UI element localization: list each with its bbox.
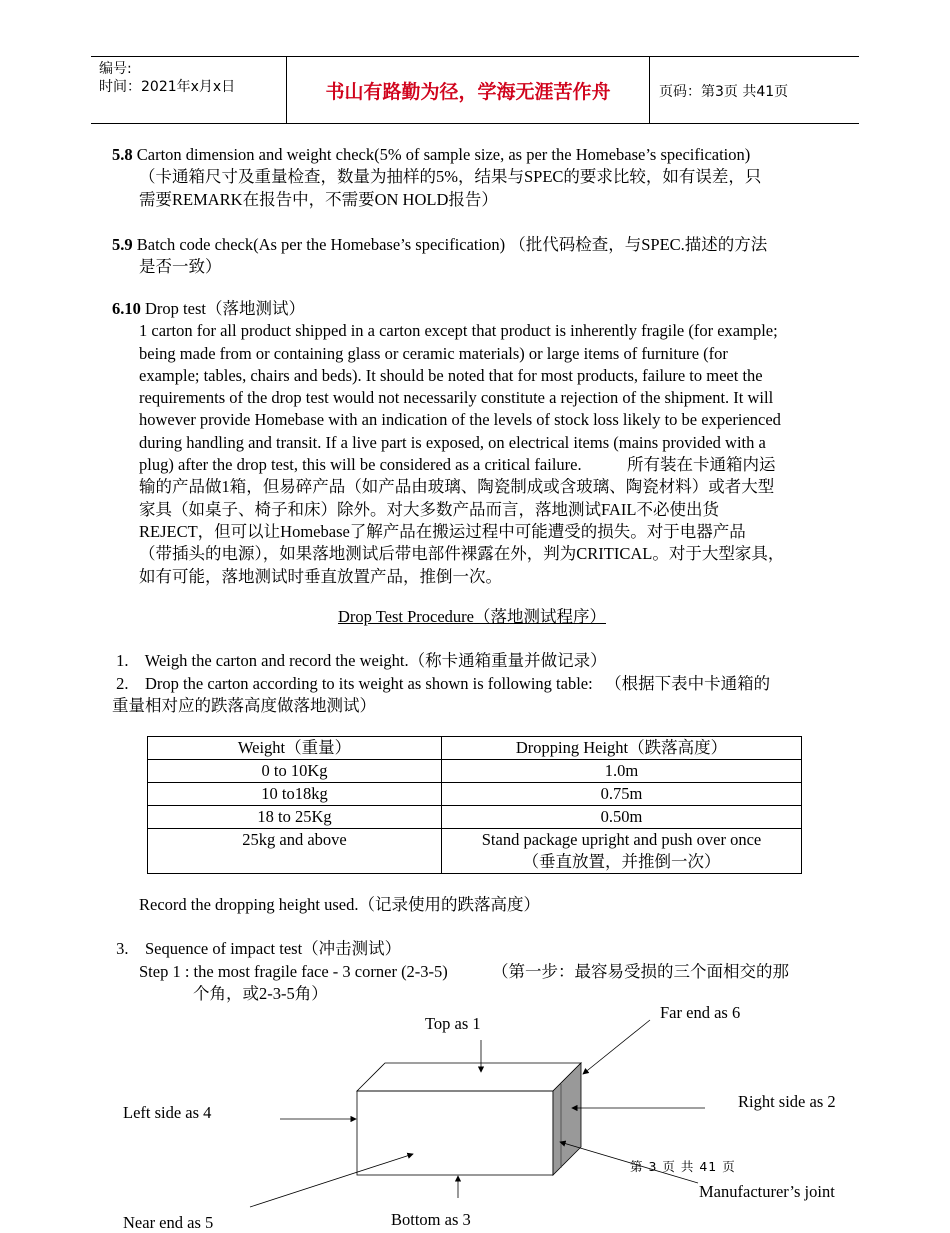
section-text: Carton dimension and weight check(5% of sample size, as per the Homebase’s specification) bbox=[136, 145, 751, 164]
number-label: 编号: bbox=[99, 61, 132, 77]
step-3-cn: （第一步：最容易受损的三个面相交的那 bbox=[492, 962, 790, 981]
body-line: 1 carton for all product shipped in a carton except that product is inherently fragile (for example; bbox=[139, 321, 778, 341]
label-right: Right side as 2 bbox=[738, 1092, 836, 1111]
table-cell-line: Stand package upright and push over once bbox=[481, 830, 762, 849]
label-left: Left side as 4 bbox=[123, 1103, 212, 1122]
section-text: Batch code check(As per the Homebase’s specification) （批代码检查，与SPEC.描述的方法 bbox=[136, 235, 768, 254]
body-line: REJECT，但可以让Homebase了解产品在搬运过程中可能遭受的损失。对于电器产品 bbox=[139, 521, 746, 541]
box-top-face bbox=[357, 1063, 581, 1091]
table-cell: 0 to 10Kg bbox=[148, 760, 442, 783]
body-line: during handling and transit. If a live part is exposed, on electrical items (mains provided with a bbox=[139, 432, 766, 452]
body-line: （带插头的电源），如果落地测试后带电部件裸露在外，判为CRITICAL。对于大型家具， bbox=[139, 544, 785, 564]
header-motto: 书山有路勤为径，学海无涯苦作舟 bbox=[325, 81, 611, 103]
procedure-title: Drop Test Procedure（落地测试程序） bbox=[337, 607, 606, 626]
procedure-step-2: 2. Drop the carton according to its weight as shown is following table: （根据下表中卡通箱的 bbox=[112, 674, 771, 693]
step-3-cn-cont: 个角，或2-3-5角） bbox=[193, 984, 328, 1003]
table-cell: 18 to 25Kg bbox=[148, 806, 442, 829]
section-number: 6.10 bbox=[112, 299, 141, 318]
table-cell: 0.75m bbox=[442, 783, 802, 806]
step-3-en: Step 1 : the most fragile face - 3 corner (2-3-5) bbox=[139, 962, 448, 981]
record-note: Record the dropping height used.（记录使用的跌落高度） bbox=[139, 895, 540, 914]
arrow-far-end bbox=[583, 1020, 650, 1074]
time-label: 时间：2021年x月x日 bbox=[99, 79, 236, 95]
body-line: 如有可能，落地测试时垂直放置产品，推倒一次。 bbox=[139, 566, 502, 586]
body-line: requirements of the drop test would not necessarily constitute a rejection of the shipment. It will bbox=[139, 388, 774, 408]
label-near-end: Near end as 5 bbox=[123, 1213, 214, 1232]
section-number: 5.8 bbox=[112, 145, 133, 164]
section-text: 是否一致） bbox=[139, 257, 222, 277]
step-3-title: 3. Sequence of impact test（冲击测试） bbox=[112, 939, 402, 958]
body-line: 家具（如桌子、椅子和床）除外。对大多数产品而言，落地测试FAIL不必使出货 bbox=[139, 499, 719, 519]
table-header: Dropping Height（跌落高度） bbox=[442, 737, 802, 760]
arrow-near-end bbox=[250, 1154, 413, 1207]
label-joint: Manufacturer’s joint bbox=[699, 1182, 835, 1201]
section-text: 需要REMARK在报告中，不需要ON HOLD报告） bbox=[139, 189, 498, 209]
body-line: plug) after the drop test, this will be considered as a critical failure. 所有装在卡通箱内运 bbox=[139, 455, 776, 475]
label-top: Top as 1 bbox=[425, 1014, 481, 1033]
section-text: （卡通箱尺寸及重量检查，数量为抽样的5%，结果与SPEC的要求比较，如有误差，只 bbox=[139, 167, 762, 187]
table-cell: 25kg and above bbox=[148, 829, 442, 874]
table-header: Weight（重量） bbox=[148, 737, 442, 760]
table-cell: 0.50m bbox=[442, 806, 802, 829]
label-far-end: Far end as 6 bbox=[660, 1003, 741, 1022]
box-side-face bbox=[553, 1063, 581, 1175]
table-cell: 1.0m bbox=[442, 760, 802, 783]
header-page-info: 页码：第3页 共41页 bbox=[659, 84, 789, 100]
body-line: being made from or containing glass or ceramic materials) or large items of furniture (for bbox=[139, 343, 728, 363]
procedure-step-1: 1. Weigh the carton and record the weight.（称卡通箱重量并做记录） bbox=[112, 651, 607, 670]
body-line: however provide Homebase with an indication of the levels of stock loss likely to be experienced bbox=[139, 410, 781, 430]
procedure-step-2-cont: 重量相对应的跌落高度做落地测试） bbox=[112, 696, 376, 715]
table-cell-line: （垂直放置，并推倒一次） bbox=[522, 852, 721, 871]
body-line: example; tables, chairs and beds). It should be noted that for most products, failure to meet the bbox=[139, 365, 763, 385]
body-line: 输的产品做1箱，但易碎产品（如产品由玻璃、陶瓷制成或含玻璃、陶瓷材料）或者大型 bbox=[139, 477, 775, 497]
page-footer: 第 3 页 共 41 页 bbox=[630, 1159, 736, 1174]
section-number: 5.9 bbox=[112, 235, 133, 254]
table-cell: 10 to18kg bbox=[148, 783, 442, 806]
section-title: Drop test（落地测试） bbox=[145, 299, 305, 318]
label-bottom: Bottom as 3 bbox=[391, 1210, 471, 1229]
